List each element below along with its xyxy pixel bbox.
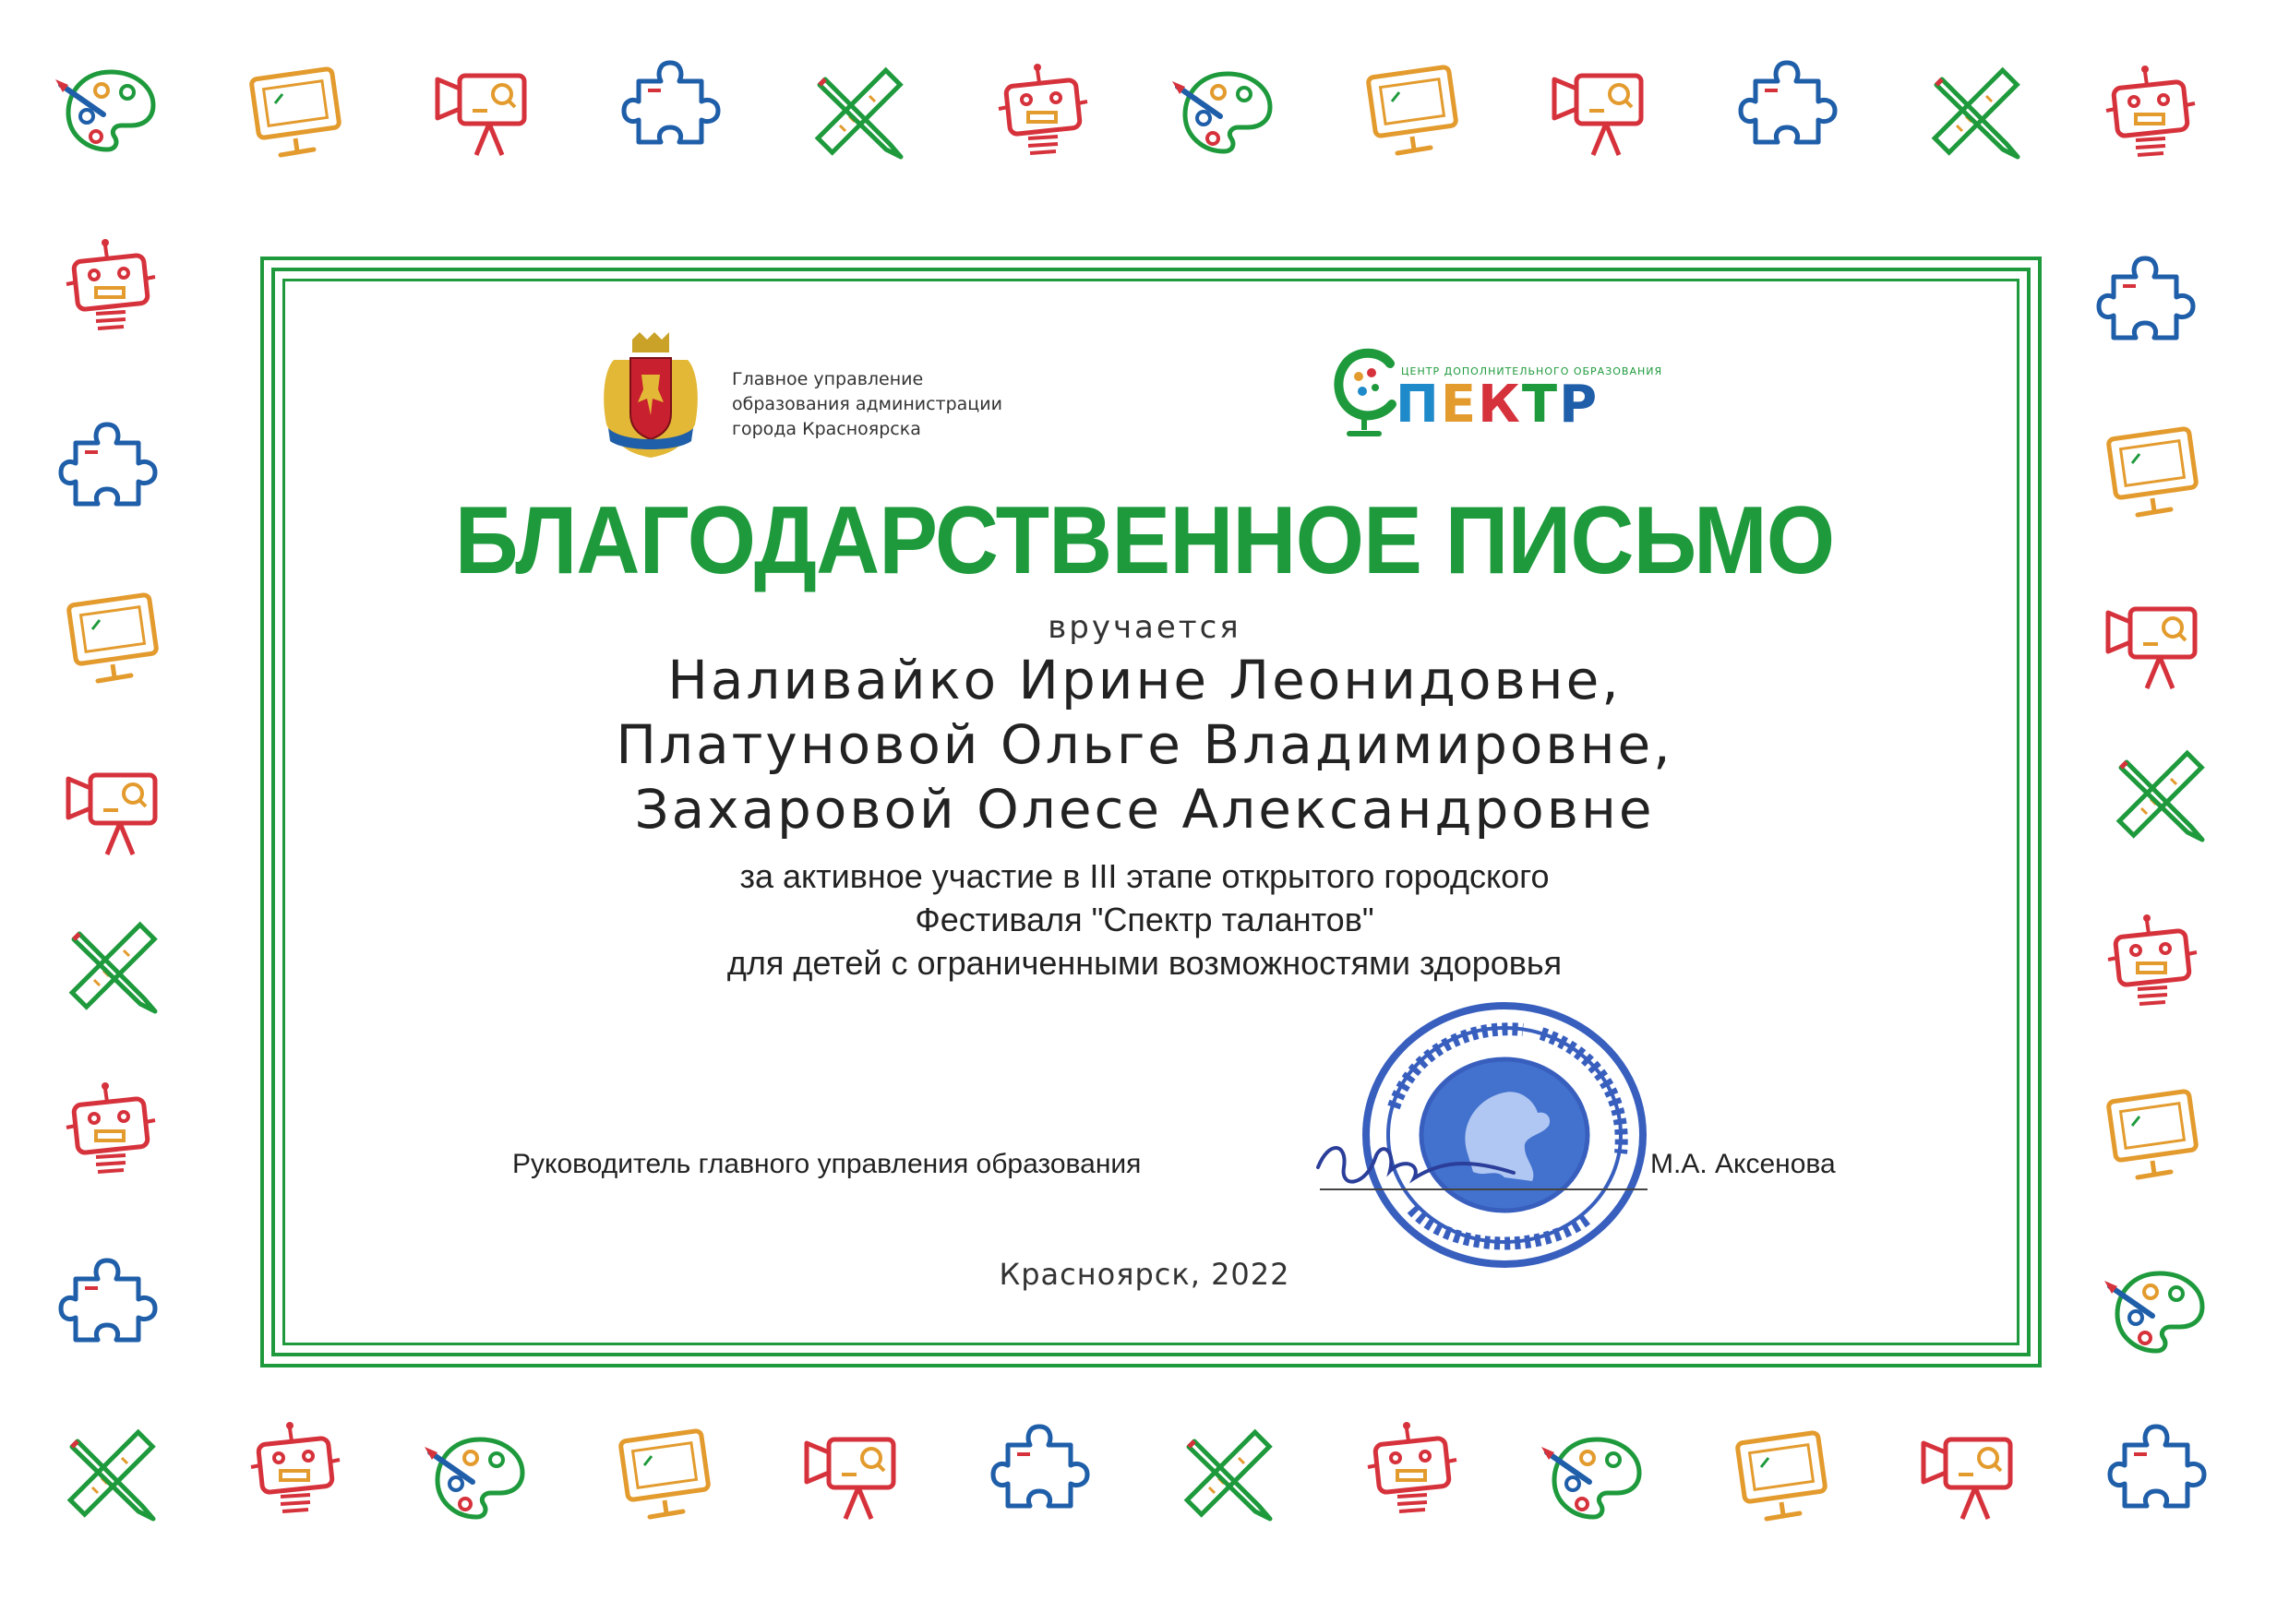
recipient-name: Платуновой Ольге Владимировне, bbox=[616, 713, 1673, 776]
signature-line bbox=[1320, 1188, 1648, 1190]
spectr-letter: Р bbox=[1559, 375, 1600, 435]
place-date: Красноярск, 2022 bbox=[999, 1257, 1290, 1292]
reason-text bbox=[277, 854, 2012, 985]
organization-name-line: города Красноярска bbox=[732, 419, 921, 439]
reason-line: за активное участие в III этапе открытого городского bbox=[739, 857, 1550, 895]
spectr-letter: Т bbox=[1521, 375, 1560, 435]
coat-of-arms-icon bbox=[595, 332, 706, 461]
signer-name: М.А. Аксенова bbox=[1650, 1149, 1836, 1179]
signature-icon bbox=[1311, 1121, 1532, 1204]
recipient-name: Захаровой Олесе Александровне bbox=[634, 778, 1655, 841]
spectr-wordmark bbox=[1396, 375, 1599, 435]
organization-name bbox=[732, 367, 1046, 442]
organization-name-line: образования администрации bbox=[732, 394, 1002, 414]
signer-position: Руководитель главного управления образования bbox=[512, 1149, 1142, 1179]
letter-title: БЛАГОДАРСТВЕННОЕ ПИСЬМО bbox=[454, 487, 1835, 594]
organization-name-line: Главное управление bbox=[732, 369, 924, 389]
recipient-name: Наливайко Ирине Леонидовне, bbox=[667, 649, 1622, 711]
spectr-letter: П bbox=[1396, 375, 1441, 435]
spectr-caption: ЦЕНТР ДОПОЛНИТЕЛЬНОГО ОБРАЗОВАНИЯ bbox=[1401, 365, 1663, 377]
spectr-letter: Е bbox=[1440, 375, 1479, 435]
awarded-label: вручается bbox=[1048, 609, 1241, 646]
reason-line: Фестиваля "Спектр талантов" bbox=[915, 901, 1374, 938]
reason-line: для детей с ограниченными возможностями здоровья bbox=[726, 944, 1563, 982]
spectr-letter: К bbox=[1478, 375, 1522, 435]
spectr-logo-icon bbox=[1329, 341, 1403, 443]
recipients-list bbox=[277, 648, 2012, 842]
